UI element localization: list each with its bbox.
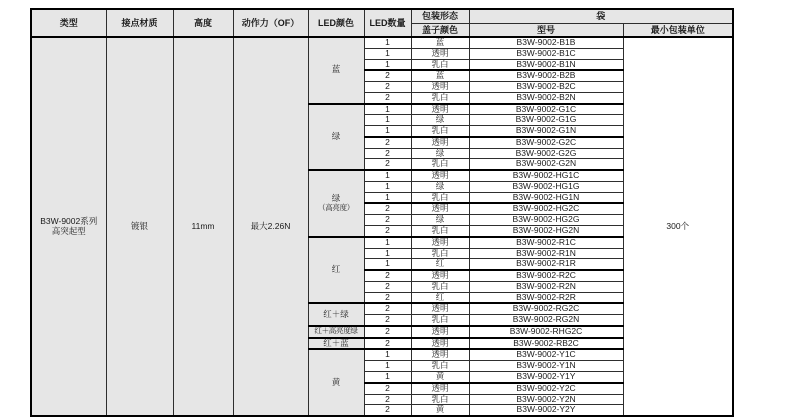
- led-color-label: 红＋绿: [323, 308, 349, 319]
- led-count-cell: 1: [364, 192, 411, 203]
- cover-color-cell: 透明: [411, 303, 469, 314]
- model-cell: B3W-9002-R1C: [469, 237, 623, 248]
- header-contact-material: 接点材质: [106, 9, 173, 37]
- cover-color-cell: 透明: [411, 82, 469, 93]
- cover-color-cell: 乳白: [411, 315, 469, 326]
- led-color-group-cell: [308, 237, 364, 304]
- led-count-cell: 1: [364, 361, 411, 372]
- led-count-cell: 2: [364, 226, 411, 237]
- led-count-cell: 1: [364, 115, 411, 126]
- model-cell: B3W-9002-R1R: [469, 259, 623, 270]
- led-count-cell: 2: [364, 92, 411, 103]
- model-cell: B3W-9002-Y2Y: [469, 405, 623, 416]
- header-packaging-form: 包装形态: [411, 9, 469, 23]
- header-type: 类型: [31, 9, 106, 37]
- cover-color-cell: 乳白: [411, 159, 469, 170]
- model-cell: B3W-9002-HG1N: [469, 192, 623, 203]
- led-color-group-cell: [308, 349, 364, 416]
- led-count-cell: 2: [364, 394, 411, 405]
- cover-color-cell: 透明: [411, 338, 469, 350]
- header-cover-color: 盖子颜色: [411, 23, 469, 37]
- model-cell: B3W-9002-Y1C: [469, 349, 623, 360]
- model-cell: B3W-9002-HG2C: [469, 203, 623, 214]
- header-led-count: LED数量: [364, 9, 411, 37]
- model-cell: B3W-9002-G1G: [469, 115, 623, 126]
- led-color-group-cell: [308, 338, 364, 350]
- type-cell-text: 高突起型: [51, 225, 86, 236]
- led-count-cell: 1: [364, 371, 411, 382]
- header-bag: 袋: [469, 9, 733, 23]
- led-count-cell: 1: [364, 237, 411, 248]
- cover-color-cell: 黄: [411, 371, 469, 382]
- operating-force-cell-text: 最大2.26N: [250, 220, 291, 231]
- led-count-cell: 2: [364, 270, 411, 281]
- min-package-cell: 300个: [623, 37, 733, 416]
- model-cell: B3W-9002-RHG2C: [469, 326, 623, 338]
- cover-color-cell: 乳白: [411, 394, 469, 405]
- led-color-label: 绿: [331, 131, 341, 141]
- cover-color-cell: 透明: [411, 170, 469, 181]
- led-count-cell: 1: [364, 59, 411, 70]
- cover-color-cell: 透明: [411, 203, 469, 214]
- led-color-label: 蓝: [331, 64, 341, 75]
- led-color-label: 绿: [331, 193, 341, 204]
- led-count-cell: 1: [364, 259, 411, 270]
- cover-color-cell: 绿: [411, 115, 469, 126]
- header-min-package-unit: 最小包装单位: [623, 23, 733, 37]
- led-count-cell: 1: [364, 126, 411, 137]
- led-count-cell: 2: [364, 315, 411, 326]
- table-row: [31, 37, 733, 48]
- operating-force-cell: [233, 37, 308, 416]
- model-cell: B3W-9002-B2B: [469, 70, 623, 81]
- model-cell: B3W-9002-G2N: [469, 159, 623, 170]
- header-height: 高度: [173, 9, 233, 37]
- model-cell: B3W-9002-Y2N: [469, 394, 623, 405]
- cover-color-cell: 绿: [411, 215, 469, 226]
- led-count-cell: 2: [364, 292, 411, 303]
- model-cell: B3W-9002-B2N: [469, 92, 623, 103]
- cover-color-cell: 红: [411, 292, 469, 303]
- contact-material-cell-text: 镀银: [130, 220, 148, 231]
- cover-color-cell: 透明: [411, 48, 469, 59]
- led-count-cell: 2: [364, 338, 411, 350]
- model-cell: B3W-9002-Y1Y: [469, 371, 623, 382]
- cover-color-cell: 绿: [411, 181, 469, 192]
- table-header: [31, 9, 733, 37]
- model-cell: B3W-9002-Y2C: [469, 383, 623, 394]
- led-color-group-cell: [308, 326, 364, 338]
- model-cell: B3W-9002-G1N: [469, 126, 623, 137]
- model-cell: B3W-9002-R2N: [469, 281, 623, 292]
- height-cell: [173, 37, 233, 416]
- cover-color-cell: 蓝: [411, 37, 469, 48]
- led-count-cell: 1: [364, 104, 411, 115]
- led-count-cell: 1: [364, 170, 411, 181]
- cover-color-cell: 乳白: [411, 226, 469, 237]
- cover-color-cell: 透明: [411, 137, 469, 148]
- cover-color-cell: 乳白: [411, 92, 469, 103]
- model-cell: B3W-9002-HG1C: [469, 170, 623, 181]
- spec-table: [30, 8, 734, 417]
- cover-color-cell: 透明: [411, 237, 469, 248]
- cover-color-cell: 乳白: [411, 281, 469, 292]
- led-count-cell: 2: [364, 203, 411, 214]
- cover-color-cell: 红: [411, 259, 469, 270]
- type-cell-text: B3W-9002系列: [40, 215, 98, 226]
- led-count-cell: 2: [364, 215, 411, 226]
- model-cell: B3W-9002-G2G: [469, 148, 623, 159]
- table-body: [31, 37, 733, 416]
- cover-color-cell: 黄: [411, 405, 469, 416]
- model-cell: B3W-9002-Y1N: [469, 361, 623, 372]
- led-count-cell: 2: [364, 137, 411, 148]
- led-color-group-cell: [308, 104, 364, 171]
- led-count-cell: 2: [364, 405, 411, 416]
- led-count-cell: 1: [364, 248, 411, 259]
- header-row-1: [31, 9, 733, 23]
- led-color-label: 红: [331, 264, 341, 275]
- cover-color-cell: 透明: [411, 270, 469, 281]
- model-cell: B3W-9002-B2C: [469, 82, 623, 93]
- cover-color-cell: 乳白: [411, 59, 469, 70]
- model-cell: B3W-9002-HG2N: [469, 226, 623, 237]
- model-cell: B3W-9002-R1N: [469, 248, 623, 259]
- cover-color-cell: 蓝: [411, 70, 469, 81]
- model-cell: B3W-9002-G1C: [469, 104, 623, 115]
- led-count-cell: 2: [364, 303, 411, 314]
- led-color-group-cell: [308, 170, 364, 237]
- led-count-cell: 1: [364, 37, 411, 48]
- cover-color-cell: 乳白: [411, 126, 469, 137]
- type-cell: [31, 37, 106, 416]
- led-color-label-2: （高亮度）: [318, 203, 354, 213]
- cover-color-cell: 乳白: [411, 192, 469, 203]
- model-cell: B3W-9002-B1N: [469, 59, 623, 70]
- model-cell: B3W-9002-R2C: [469, 270, 623, 281]
- led-color-group-cell: [308, 303, 364, 326]
- led-count-cell: 2: [364, 148, 411, 159]
- model-cell: B3W-9002-R2R: [469, 292, 623, 303]
- model-cell: B3W-9002-RG2N: [469, 315, 623, 326]
- led-count-cell: 2: [364, 159, 411, 170]
- led-color-label: 红＋高亮度绿: [314, 326, 358, 336]
- cover-color-cell: 透明: [411, 104, 469, 115]
- led-color-group-cell: [308, 37, 364, 104]
- cover-color-cell: 透明: [411, 383, 469, 394]
- led-count-cell: 2: [364, 326, 411, 338]
- led-count-cell: 2: [364, 82, 411, 93]
- led-count-cell: 1: [364, 48, 411, 59]
- led-count-cell: 2: [364, 70, 411, 81]
- cover-color-cell: 绿: [411, 148, 469, 159]
- led-count-cell: 1: [364, 181, 411, 192]
- cover-color-cell: 乳白: [411, 248, 469, 259]
- led-color-label: 黄: [331, 376, 341, 387]
- cover-color-cell: 乳白: [411, 361, 469, 372]
- led-count-cell: 2: [364, 383, 411, 394]
- model-cell: B3W-9002-HG1G: [469, 181, 623, 192]
- model-cell: B3W-9002-B1C: [469, 48, 623, 59]
- header-led-color: LED颜色: [308, 9, 364, 37]
- header-model: 型号: [469, 23, 623, 37]
- model-cell: B3W-9002-RG2C: [469, 303, 623, 314]
- led-color-label: 红＋蓝: [323, 337, 349, 348]
- contact-material-cell: [106, 37, 173, 416]
- header-operating-force: 动作力（OF）: [233, 9, 308, 37]
- cover-color-cell: 透明: [411, 349, 469, 360]
- led-count-cell: 2: [364, 281, 411, 292]
- model-cell: B3W-9002-RB2C: [469, 338, 623, 350]
- model-cell: B3W-9002-G2C: [469, 137, 623, 148]
- cover-color-cell: 透明: [411, 326, 469, 338]
- model-cell: B3W-9002-B1B: [469, 37, 623, 48]
- height-cell-text: 11mm: [191, 220, 215, 231]
- model-cell: B3W-9002-HG2G: [469, 215, 623, 226]
- led-count-cell: 1: [364, 349, 411, 360]
